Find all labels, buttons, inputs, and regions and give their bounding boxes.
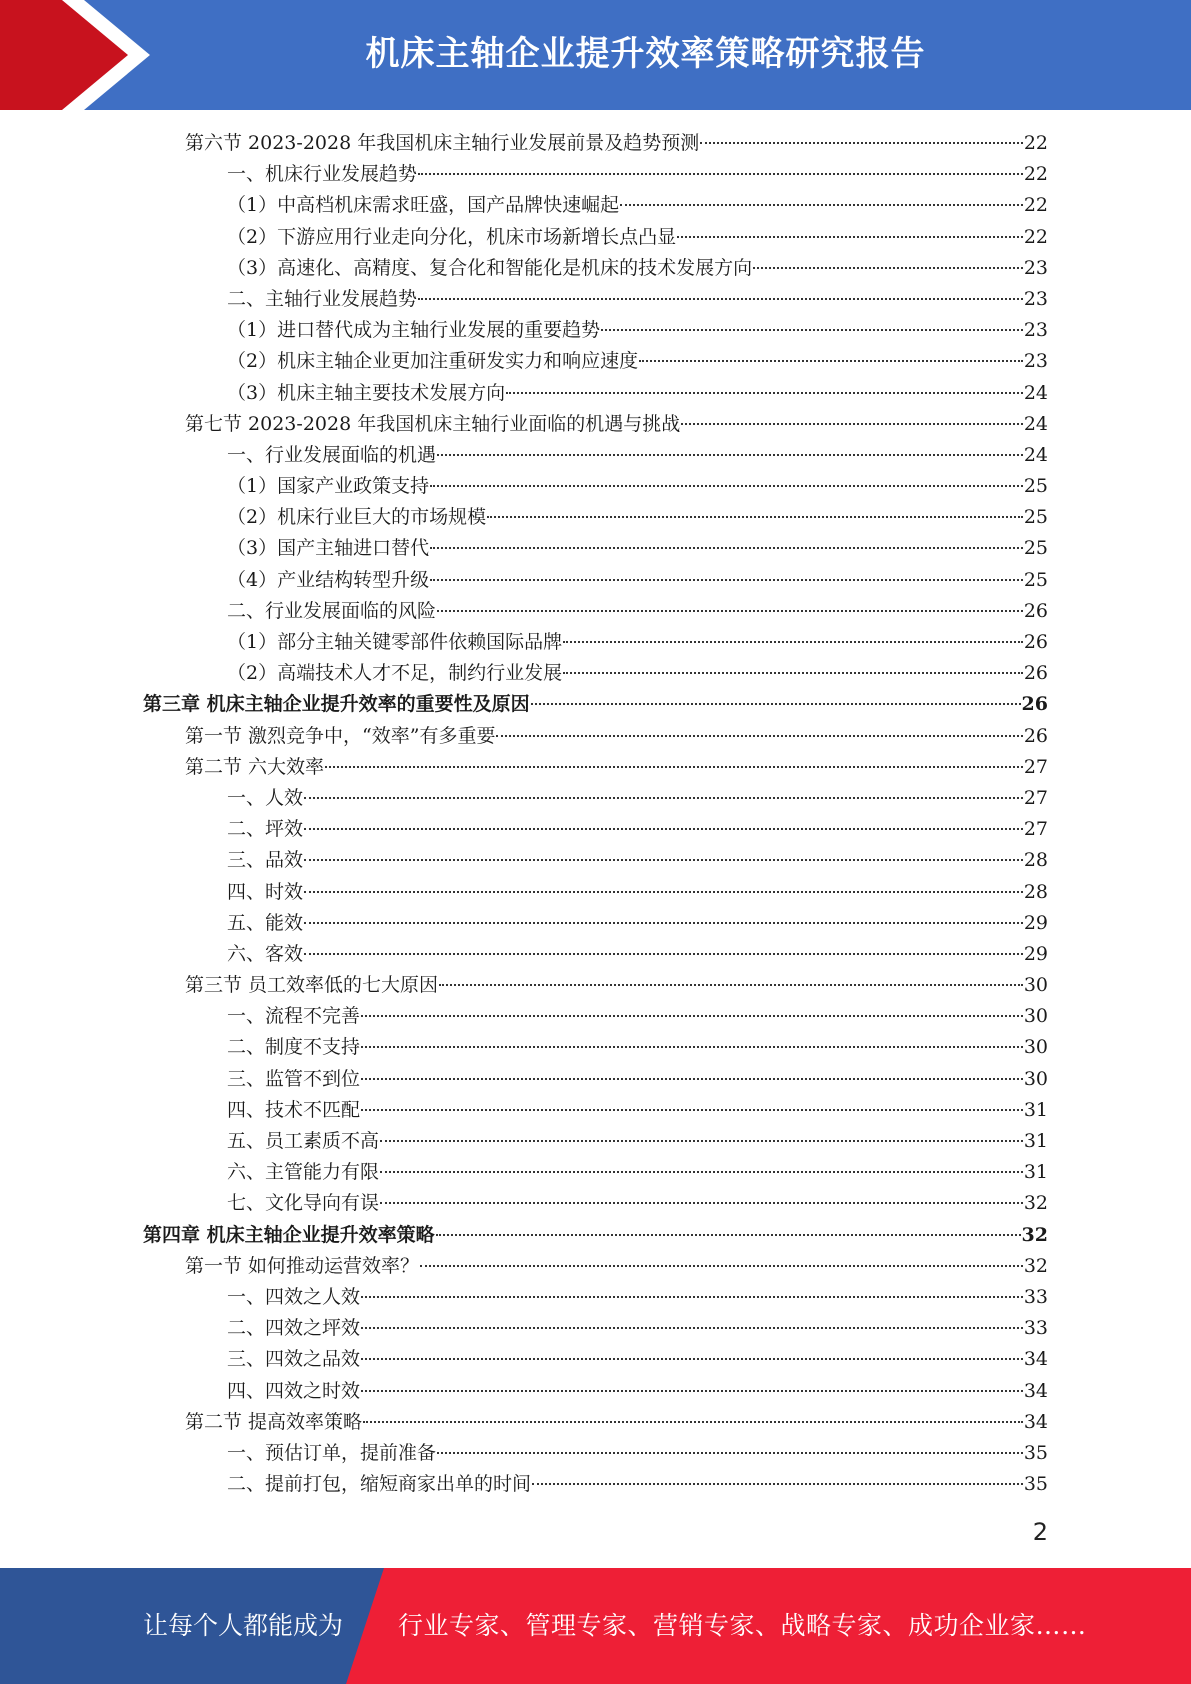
toc-entry[interactable] xyxy=(143,689,1048,720)
toc-entry-page: 23 xyxy=(1023,319,1048,342)
toc-entry-label: （3）高速化、高精度、复合化和智能化是机床的技术发展方向 xyxy=(227,256,753,279)
toc-entry[interactable] xyxy=(143,1220,1048,1251)
toc-entry-page: 26 xyxy=(1023,662,1048,685)
toc-entry[interactable] xyxy=(143,596,1048,627)
toc-leader-dots xyxy=(430,579,1023,581)
toc-entry-page: 31 xyxy=(1023,1098,1048,1121)
toc-entry[interactable] xyxy=(143,346,1048,377)
toc-entry-page: 35 xyxy=(1023,1473,1048,1496)
toc-entry-page: 22 xyxy=(1023,225,1048,248)
toc-leader-dots xyxy=(361,1078,1023,1080)
toc-leader-dots xyxy=(532,1483,1023,1485)
toc-entry-label: 第三节 员工效率低的七大原因 xyxy=(185,974,439,997)
toc-entry-page: 27 xyxy=(1023,755,1048,778)
toc-entry[interactable] xyxy=(143,877,1048,908)
toc-entry[interactable] xyxy=(143,378,1048,409)
toc-leader-dots xyxy=(361,1109,1023,1111)
toc-leader-dots xyxy=(380,1171,1023,1173)
toc-entry-page: 26 xyxy=(1023,724,1048,747)
toc-entry[interactable] xyxy=(143,533,1048,564)
toc-entry-page: 22 xyxy=(1023,132,1048,154)
toc-entry-label: 第三章 机床主轴企业提升效率的重要性及原因 xyxy=(143,693,530,716)
toc-entry-page: 30 xyxy=(1023,1067,1048,1090)
toc-entry-label: （2）下游应用行业走向分化，机床市场新增长点凸显 xyxy=(227,225,677,248)
toc-entry[interactable] xyxy=(143,627,1048,658)
toc-entry-label: （4）产业结构转型升级 xyxy=(227,568,430,591)
toc-entry-label: 六、客效 xyxy=(227,942,304,965)
toc-entry-label: （2）机床行业巨大的市场规模 xyxy=(227,506,487,529)
toc-leader-dots xyxy=(437,454,1023,456)
toc-entry[interactable] xyxy=(143,845,1048,876)
toc-entry-label: 三、品效 xyxy=(227,849,304,872)
toc-entry[interactable] xyxy=(143,1313,1048,1344)
toc-entry[interactable] xyxy=(143,1126,1048,1157)
toc-leader-dots xyxy=(361,1015,1023,1017)
toc-entry[interactable] xyxy=(143,939,1048,970)
toc-entry-page: 35 xyxy=(1023,1441,1048,1464)
toc-entry-label: 第二节 提高效率策略 xyxy=(185,1410,363,1433)
toc-leader-dots xyxy=(700,142,1023,144)
toc-leader-dots xyxy=(361,1046,1023,1048)
toc-entry-label: 四、技术不匹配 xyxy=(227,1098,361,1121)
page-number: 2 xyxy=(1032,1518,1048,1546)
toc-entry-page: 30 xyxy=(1023,1036,1048,1059)
toc-leader-dots xyxy=(753,267,1023,269)
toc-entry-label: 第一节 如何推动运营效率？ xyxy=(185,1254,420,1277)
toc-entry[interactable] xyxy=(143,752,1048,783)
toc-entry-label: （1）部分主轴关键零部件依赖国际品牌 xyxy=(227,631,563,653)
toc-entry[interactable] xyxy=(143,1032,1048,1063)
toc-entry-label: （1）进口替代成为主轴行业发展的重要趋势 xyxy=(227,319,601,342)
toc-leader-dots xyxy=(439,984,1023,986)
toc-entry-page: 31 xyxy=(1023,1130,1048,1152)
toc-leader-dots xyxy=(304,859,1023,861)
toc-entry[interactable] xyxy=(143,1251,1048,1282)
toc-entry[interactable] xyxy=(143,409,1048,440)
toc-entry-page: 29 xyxy=(1023,911,1048,934)
toc-entry-page: 30 xyxy=(1023,974,1048,997)
toc-leader-dots xyxy=(437,1452,1023,1454)
toc-entry-page: 28 xyxy=(1023,880,1048,903)
toc-entry-label: 二、坪效 xyxy=(227,818,304,841)
toc-entry-page: 27 xyxy=(1023,786,1048,809)
toc-leader-dots xyxy=(531,703,1021,705)
toc-entry[interactable] xyxy=(143,1469,1048,1500)
toc-entry-page: 24 xyxy=(1023,381,1048,404)
toc-entry-label: 第一节 激烈竞争中，“效率”有多重要 xyxy=(185,724,496,747)
header-banner xyxy=(0,0,1191,110)
toc-leader-dots xyxy=(418,173,1023,175)
toc-entry-label: 五、能效 xyxy=(227,911,304,934)
toc-entry-page: 32 xyxy=(1023,1192,1048,1215)
toc-entry-label: 五、员工素质不高 xyxy=(227,1130,380,1152)
toc-entry[interactable] xyxy=(143,315,1048,346)
toc-entry-label: （1）国家产业政策支持 xyxy=(227,475,430,498)
toc-entry-label: （3）国产主轴进口替代 xyxy=(227,537,430,560)
toc-leader-dots xyxy=(361,1296,1023,1298)
toc-entry-page: 31 xyxy=(1023,1161,1048,1184)
toc-entry[interactable] xyxy=(143,1438,1048,1469)
toc-entry-label: 一、流程不完善 xyxy=(227,1005,361,1028)
toc-entry-label: （3）机床主轴主要技术发展方向 xyxy=(227,381,506,404)
toc-entry[interactable] xyxy=(143,1095,1048,1126)
toc-entry-label: 三、四效之品效 xyxy=(227,1348,361,1371)
toc-entry[interactable] xyxy=(143,1064,1048,1095)
report-title: 机床主轴企业提升效率策略研究报告 xyxy=(365,34,926,74)
toc-entry-label: 六、主管能力有限 xyxy=(227,1161,380,1184)
toc-entry-page: 23 xyxy=(1023,256,1048,279)
toc-entry-label: 第六节 2023-2028 年我国机床主轴行业发展前景及趋势预测 xyxy=(185,132,700,154)
toc-leader-dots xyxy=(681,423,1023,425)
table-of-contents xyxy=(143,128,1048,1500)
toc-entry-page: 34 xyxy=(1023,1410,1048,1433)
toc-entry[interactable] xyxy=(143,783,1048,814)
toc-entry[interactable] xyxy=(143,1344,1048,1375)
toc-entry-page: 26 xyxy=(1023,631,1048,653)
toc-leader-dots xyxy=(437,610,1023,612)
toc-entry-label: 第二节 六大效率 xyxy=(185,755,325,778)
toc-leader-dots xyxy=(380,1140,1023,1142)
toc-leader-dots xyxy=(430,547,1023,549)
toc-entry-page: 32 xyxy=(1023,1254,1048,1277)
toc-entry-page: 23 xyxy=(1023,350,1048,373)
toc-entry-label: 四、时效 xyxy=(227,880,304,903)
toc-leader-dots xyxy=(418,298,1023,300)
toc-entry-label: 一、人效 xyxy=(227,786,304,809)
toc-entry-label: 二、四效之坪效 xyxy=(227,1317,361,1340)
toc-entry-label: 第四章 机床主轴企业提升效率策略 xyxy=(143,1223,435,1246)
toc-entry-label: 四、四效之时效 xyxy=(227,1379,361,1402)
toc-entry[interactable] xyxy=(143,1188,1048,1219)
toc-entry-page: 25 xyxy=(1023,568,1048,591)
toc-leader-dots xyxy=(304,953,1023,955)
toc-entry[interactable] xyxy=(143,1282,1048,1313)
toc-entry[interactable] xyxy=(143,222,1048,253)
toc-leader-dots xyxy=(361,1327,1023,1329)
toc-entry[interactable] xyxy=(143,814,1048,845)
toc-entry-label: 一、四效之人效 xyxy=(227,1285,361,1308)
toc-entry[interactable] xyxy=(143,440,1048,471)
toc-entry-page: 34 xyxy=(1023,1379,1048,1402)
toc-entry-label: 第七节 2023-2028 年我国机床主轴行业面临的机遇与挑战 xyxy=(185,412,681,435)
toc-leader-dots xyxy=(506,392,1023,394)
toc-entry-label: 三、监管不到位 xyxy=(227,1067,361,1090)
toc-entry[interactable] xyxy=(143,721,1048,752)
footer-banner xyxy=(0,1568,1191,1684)
toc-entry-page: 30 xyxy=(1023,1005,1048,1028)
toc-entry-page: 25 xyxy=(1023,475,1048,498)
toc-entry-label: （2）高端技术人才不足，制约行业发展 xyxy=(227,662,563,685)
toc-leader-dots xyxy=(325,766,1023,768)
toc-entry[interactable] xyxy=(143,1407,1048,1438)
toc-leader-dots xyxy=(363,1421,1023,1423)
toc-entry-page: 33 xyxy=(1023,1285,1048,1308)
toc-entry[interactable] xyxy=(143,908,1048,939)
toc-leader-dots xyxy=(420,1265,1023,1267)
toc-entry-page: 34 xyxy=(1023,1348,1048,1371)
toc-leader-dots xyxy=(563,672,1023,674)
toc-leader-dots xyxy=(677,236,1023,238)
toc-entry-label: （2）机床主轴企业更加注重研发实力和响应速度 xyxy=(227,350,639,373)
toc-entry-page: 29 xyxy=(1023,942,1048,965)
footer-slogan-left: 让每个人都能成为 xyxy=(143,1611,344,1640)
toc-entry-page: 22 xyxy=(1023,194,1048,217)
toc-entry-page: 23 xyxy=(1023,287,1048,310)
toc-entry[interactable] xyxy=(143,1376,1048,1407)
toc-entry-label: 一、行业发展面临的机遇 xyxy=(227,443,437,466)
toc-entry-label: 二、制度不支持 xyxy=(227,1036,361,1059)
toc-leader-dots xyxy=(601,329,1023,331)
toc-entry-label: 二、提前打包，缩短商家出单的时间 xyxy=(227,1473,532,1496)
footer-slogan-right: 行业专家、管理专家、营销专家、战略专家、成功企业家…… xyxy=(398,1611,1087,1640)
toc-entry-page: 26 xyxy=(1023,599,1048,622)
toc-entry-page: 32 xyxy=(1021,1223,1048,1246)
toc-entry[interactable] xyxy=(143,565,1048,596)
toc-leader-dots xyxy=(436,1234,1021,1236)
toc-leader-dots xyxy=(304,891,1023,893)
toc-entry-page: 26 xyxy=(1021,693,1048,716)
toc-leader-dots xyxy=(620,204,1023,206)
toc-leader-dots xyxy=(563,641,1023,643)
toc-leader-dots xyxy=(304,828,1023,830)
toc-entry-page: 24 xyxy=(1023,412,1048,435)
toc-leader-dots xyxy=(487,516,1023,518)
toc-entry[interactable] xyxy=(143,970,1048,1001)
toc-entry[interactable] xyxy=(143,284,1048,315)
toc-entry[interactable] xyxy=(143,471,1048,502)
toc-entry-page: 28 xyxy=(1023,849,1048,872)
toc-entry-label: 二、主轴行业发展趋势 xyxy=(227,287,418,310)
toc-entry-page: 24 xyxy=(1023,443,1048,466)
toc-entry[interactable] xyxy=(143,502,1048,533)
toc-entry[interactable] xyxy=(143,159,1048,190)
toc-entry-label: 一、机床行业发展趋势 xyxy=(227,163,418,186)
toc-entry-page: 22 xyxy=(1023,163,1048,186)
toc-leader-dots xyxy=(380,1202,1023,1204)
toc-entry[interactable] xyxy=(143,128,1048,159)
toc-entry[interactable] xyxy=(143,1157,1048,1188)
toc-entry-page: 27 xyxy=(1023,818,1048,841)
toc-entry-label: 一、预估订单，提前准备 xyxy=(227,1441,437,1464)
toc-leader-dots xyxy=(361,1390,1023,1392)
toc-entry-label: （1）中高档机床需求旺盛，国产品牌快速崛起 xyxy=(227,194,620,217)
toc-leader-dots xyxy=(361,1358,1023,1360)
toc-leader-dots xyxy=(304,797,1023,799)
toc-entry-page: 25 xyxy=(1023,506,1048,529)
toc-entry[interactable] xyxy=(143,658,1048,689)
toc-entry-label: 二、行业发展面临的风险 xyxy=(227,599,437,622)
toc-leader-dots xyxy=(639,360,1023,362)
toc-leader-dots xyxy=(496,735,1022,737)
toc-entry[interactable] xyxy=(143,253,1048,284)
toc-leader-dots xyxy=(430,485,1023,487)
toc-entry-page: 25 xyxy=(1023,537,1048,560)
toc-entry-page: 33 xyxy=(1023,1317,1048,1340)
toc-entry[interactable] xyxy=(143,1001,1048,1032)
toc-entry[interactable] xyxy=(143,190,1048,221)
toc-entry-label: 七、文化导向有误 xyxy=(227,1192,380,1215)
toc-leader-dots xyxy=(304,922,1023,924)
